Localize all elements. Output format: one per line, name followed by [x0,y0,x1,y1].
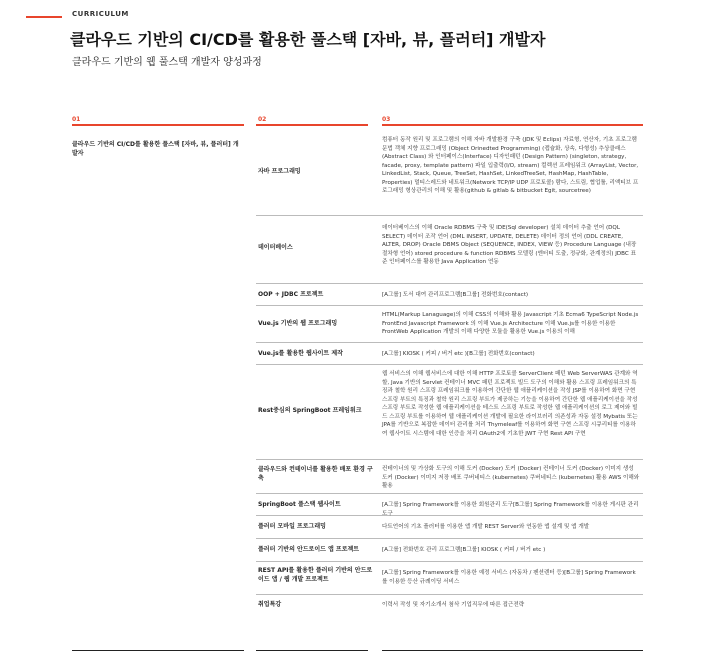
page-title: 클라우드 기반의 CI/CD를 활용한 풀스택 [자바, 뷰, 플러터] 개발자 [70,30,546,49]
subject-cell: Rest중심의 SpringBoot 프레임워크 [258,407,362,414]
table-row [256,516,643,539]
description-cell: 이력서 작성 및 자기소개서 첨삭 기업직무에 따른 접근전략 [382,602,525,608]
table-row [256,494,643,516]
description-cell: 다트언어의 기초 플러터를 이용한 앱 개발 REST Server와 연동한 앱 설계 및 앱 개발 [382,524,590,530]
column-rule-1 [72,124,244,126]
bottom-rule-2 [256,650,368,651]
subject-cell: 데이터베이스 [258,244,293,251]
description-cell: 컨테이너의 및 가상화 도구의 이해 도커 (Docker) 도커 (Docker) 컨테이너 도커 (Docker) 이미지 생성 도커 (Docker) 이미지 저장 배포 쿠버네티스 (kubernetes) 쿠버네티스 (kubernetes) 활용 AWS 이해와 활용 [382,466,640,489]
table-row [256,365,643,460]
description-cell: 데이터베이스의 이해 Oracle RDBMS 구축 및 IDE(Sql developer) 설치 데이터 추출 언어 (DQL SELECT) 데이터 조작 언어 (DML INSERT, UPDATE, DELETE) 데이터 정의 언어 (DDL CREATE, ALTER, DROP) Oracle DBMS Object (SEQUENCE, INDEX, VIEW 등) Procedure Language (내장 절차형 언어) stored procedure & function RDBMS 모델링 (엔터티 도출, 정규화, 관계정의) JDBC 표준 인터페이스를 활용한 Java Application 연동 [382,225,637,265]
description-cell: [A그룹] 전화번호 관리 프로그램[B그룹] KIOSK ( 커피 / 버거 etc ) [382,547,546,553]
subject-cell: 자바 프로그래밍 [258,168,301,175]
curriculum-table [256,126,643,619]
bottom-rule-3 [382,650,643,651]
subject-cell: OOP + JDBC 프로젝트 [258,291,324,298]
description-cell: 웹 서비스의 이해 웹서비스에 대한 이해 HTTP 프로토콜 ServerClient 패턴 Web ServerWAS 관계와 역할, Java 기반의 Servlet 컨테이너 MVC 패턴 프로젝트 빌드 도구의 이해와 활용 스프링 프레임워크의 특징과 철학 원리 스프링 프레임워크를 이용하여 간단한 웹 애플리케이션을 작성 JSP를 이용하여 화면 구현 스프링 부트의 특징과 철학 원리 스프링 부트가 제공하는 기능을 이용하여 간단한 웹 애플리케이션을 작성 스프링 부트로 작성한 웹 애플리케이션을 테스트 스프링 부트로 작성한 웹 애플리케이션의 로그 제어와 빌드 스프링 부트를 이용하여 웹 애플리케이션 개발에 필요한 라이브러리 의존성과 자동 설정 Mybatis 또는 JPA를 기반으로 복잡한 데이터 관리를 처리 Thymeleaf를 이용하여 화면 구현 스프링 시큐리티를 이용하여 웹사이트 시스템에 대한 인증을 처리 OAuth2에 기초한 JWT 구현 Rest API 구현 [382,371,638,437]
bottom-rule-1 [72,650,244,651]
table-row [256,284,643,306]
description-cell: [A그룹] Spring Framework를 이용한 예정 서비스 (자동차 / 펜션렌터 등)[B그룹] Spring Framework를 이용한 등산 규례이딩 서비스 [382,570,636,585]
subject-cell: 플러터 모바일 프로그래밍 [258,523,326,530]
subject-cell: Vue.js 기반의 웹 프로그래밍 [258,320,338,327]
column-number-3: 03 [382,116,391,123]
subject-cell: REST API를 활용한 플러터 기반의 안드로이드 앱 / 웹 개발 프로젝트 [258,567,373,583]
description-cell: [A그룹] KIOSK ( 커피 / 버거 etc )[B그룹] 전화번호(contact) [382,351,535,357]
curriculum-category: 클라우드 기반의 CI/CD를 활용한 풀스택 [자바, 뷰, 플러터] 개발자 [72,141,239,157]
eyebrow-label: CURRICULUM [72,10,129,18]
column-number-1: 01 [72,116,81,123]
column-number-2: 02 [258,116,267,123]
table-row [256,126,643,216]
table-row [256,595,643,619]
description-cell: HTML(Markup Lanaguage)의 이해 CSS의 이해와 활용 Javascript 기초 Ecma6 TypeScript Node.js FrontEnd Javascript Framework 의 이해 Vue.js Architecture 이해 Vue.js를 이용한 이용한 FrontWeb Application 개발의 이해 다양한 모듈을 활용한 Vue.js 이용의 이해 [382,312,639,335]
table-row [256,343,643,365]
accent-bar [26,16,62,18]
subject-cell: SpringBoot 풀스택 웹사이트 [258,501,341,508]
table-row [256,306,643,343]
page-subtitle: 클라우드 기반의 웹 풀스택 개발자 양성과정 [72,57,262,68]
description-cell: 컴퓨터 동작 원리 및 프로그램의 이해 자바 개발환경 구축 (JDK 및 Eclips) 자료형, 연산자, 기초 프로그램 문법 객체 지향 프로그래밍 (Object Orinedted Programming) (캡슐화, 상속, 다형성) 추상클래스(Abstract Class) 와 인터페이스(Interface) 디자인패턴 (Design Pattern) (singleton, strategy, facade, proxy, template pattern) 파일 입출력(I/O, stream) 컬렉션 프레임워크 (ArrayList, Vector, LinkedList, Stack, Queue, TreeSet, HashSet, LinkedTreeSet, HashMap, HashTable, Properties) 멀티스레드와 네트워크(Network TCP/IP UDP 프로토콜) 람다, 스트림, 협업툴, 리액티브 프로그래밍 형상관리의 이해 및 활용(github & gitlab & bitbucket Egit, sourcetree) [382,137,639,194]
subject-cell: 플러터 기반의 안드로이드 앱 프로젝트 [258,546,360,553]
table-row [256,562,643,595]
subject-cell: Vue.js를 활용한 웹사이트 제작 [258,350,343,357]
table-row [256,460,643,494]
description-cell: [A그룹] 도서 대여 관리프로그램[B그룹] 전화번호(contact) [382,292,529,298]
subject-cell: 클라우드와 컨테이너를 활용한 배포 환경 구축 [258,466,373,482]
table-row [256,539,643,562]
description-cell: [A그룹] Spring Framework를 이용한 회원관리 도구[B그룹] Spring Framework를 이용한 게시판 관리 도구 [382,502,639,517]
table-row [256,216,643,284]
subject-cell: 취업특강 [258,601,282,608]
